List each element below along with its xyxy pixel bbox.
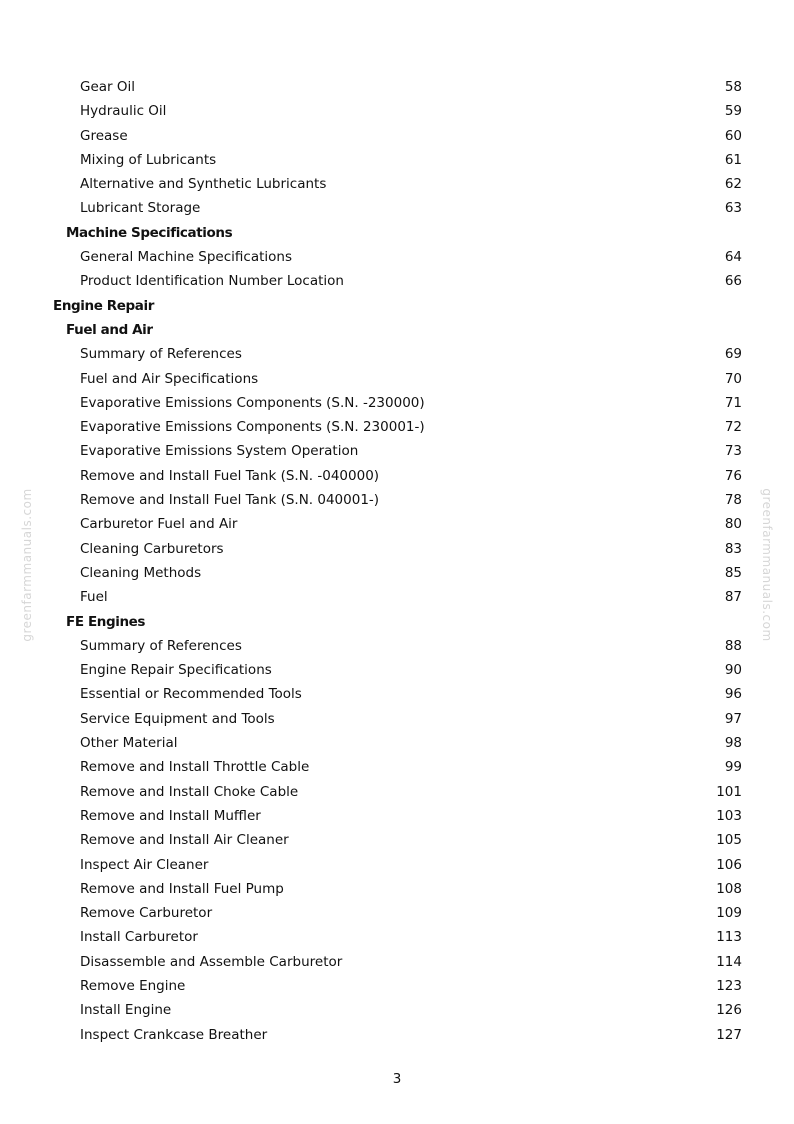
- toc-entry[interactable]: [0, 391, 794, 415]
- toc-entry-page-number: 114: [716, 953, 742, 970]
- toc-entry-page-number: 63: [724, 200, 742, 217]
- toc-entry-page-number: 127: [716, 1026, 742, 1043]
- toc-entry[interactable]: [0, 512, 794, 536]
- toc-entry-page-number: 126: [716, 1002, 742, 1019]
- toc-entry[interactable]: [0, 901, 794, 925]
- toc-entry-title: Remove and Install Fuel Tank (S.N. 040001-): [80, 492, 380, 509]
- toc-entry-title: Product Identification Number Location: [80, 273, 344, 290]
- toc-entry[interactable]: [0, 925, 794, 949]
- toc-entry-page-number: 109: [716, 905, 742, 922]
- toc-entry[interactable]: [0, 439, 794, 463]
- toc-entry[interactable]: [0, 1023, 794, 1047]
- toc-entry-title: Engine Repair: [53, 297, 155, 314]
- toc-entry[interactable]: [0, 342, 794, 366]
- toc-entry[interactable]: [0, 658, 794, 682]
- toc-entry-page-number: 60: [724, 127, 742, 144]
- toc-entry-title: Other Material: [80, 735, 178, 752]
- toc-entry-page-number: 98: [724, 735, 742, 752]
- toc-entry[interactable]: [0, 998, 794, 1022]
- toc-section-heading[interactable]: [0, 610, 794, 634]
- toc-entry-page-number: 58: [724, 79, 742, 95]
- toc-entry[interactable]: [0, 950, 794, 974]
- toc-entry-title: Service Equipment and Tools: [80, 710, 275, 727]
- toc-entry-title: Inspect Crankcase Breather: [80, 1026, 268, 1043]
- toc-entry-page-number: 106: [716, 856, 742, 873]
- toc-entry-title: Remove Carburetor: [80, 905, 213, 922]
- toc-entry-title: Engine Repair Specifications: [80, 662, 272, 679]
- toc-entry-title: Inspect Air Cleaner: [80, 856, 209, 873]
- toc-entry[interactable]: [0, 269, 794, 293]
- toc-entry[interactable]: [0, 731, 794, 755]
- toc-entry[interactable]: [0, 99, 794, 123]
- toc-entry[interactable]: [0, 196, 794, 220]
- toc-entry-title: Machine Specifications: [66, 224, 233, 241]
- toc-entry-title: Remove and Install Air Cleaner: [80, 832, 289, 849]
- toc-entry[interactable]: [0, 682, 794, 706]
- toc-entry[interactable]: [0, 634, 794, 658]
- toc-entry[interactable]: [0, 464, 794, 488]
- toc-entry[interactable]: [0, 877, 794, 901]
- toc-entry-title: Remove and Install Fuel Tank (S.N. -040000): [80, 467, 380, 484]
- toc-entry[interactable]: [0, 828, 794, 852]
- toc-entry-page-number: 66: [724, 273, 742, 290]
- toc-entry[interactable]: [0, 415, 794, 439]
- toc-entry[interactable]: [0, 853, 794, 877]
- toc-entry-page-number: 59: [724, 103, 742, 120]
- toc-entry-title: Remove and Install Muffler: [80, 807, 261, 824]
- toc-entry-title: Remove and Install Throttle Cable: [80, 759, 310, 776]
- toc-entry-page-number: 70: [724, 370, 742, 387]
- toc-entry-page-number: 76: [724, 467, 742, 484]
- toc-section-heading[interactable]: [0, 318, 794, 342]
- toc-entry-title: Grease: [80, 127, 128, 144]
- toc-entry-title: Cleaning Carburetors: [80, 540, 224, 557]
- toc-entry-title: Remove Engine: [80, 977, 186, 994]
- toc-entry-page-number: 113: [716, 929, 742, 946]
- toc-entry-title: Fuel and Air Specifications: [80, 370, 259, 387]
- toc-entry-page-number: 123: [716, 977, 742, 994]
- toc-entry-page-number: 62: [724, 176, 742, 193]
- toc-entry-title: Alternative and Synthetic Lubricants: [80, 176, 327, 193]
- toc-entry-title: Evaporative Emissions Components (S.N. -230000): [80, 394, 425, 411]
- toc-entry-page-number: 61: [724, 151, 742, 168]
- table-of-contents: [0, 75, 794, 1047]
- toc-entry-page-number: 73: [724, 443, 742, 460]
- toc-entry-title: Install Carburetor: [80, 929, 198, 946]
- toc-entry-title: Gear Oil: [80, 79, 136, 95]
- toc-entry-title: Mixing of Lubricants: [80, 151, 217, 168]
- toc-entry[interactable]: [0, 974, 794, 998]
- toc-entry-title: Fuel: [80, 589, 108, 606]
- toc-entry-title: FE Engines: [66, 613, 146, 630]
- toc-section-heading[interactable]: [0, 221, 794, 245]
- toc-entry-title: Evaporative Emissions Components (S.N. 230001-): [80, 419, 425, 436]
- toc-entry[interactable]: [0, 75, 794, 99]
- toc-entry-page-number: 96: [724, 686, 742, 703]
- toc-entry-page-number: 103: [716, 807, 742, 824]
- toc-entry[interactable]: [0, 585, 794, 609]
- toc-entry-page-number: 99: [724, 759, 742, 776]
- toc-entry-page-number: 88: [724, 637, 742, 654]
- toc-entry-page-number: 71: [724, 394, 742, 411]
- toc-entry-title: Hydraulic Oil: [80, 103, 167, 120]
- toc-entry-page-number: 69: [724, 346, 742, 363]
- toc-entry[interactable]: [0, 755, 794, 779]
- toc-entry[interactable]: [0, 804, 794, 828]
- toc-entry[interactable]: [0, 367, 794, 391]
- toc-entry-page-number: 64: [724, 249, 742, 266]
- toc-entry-title: Evaporative Emissions System Operation: [80, 443, 359, 460]
- toc-entry-page-number: 72: [724, 419, 742, 436]
- toc-entry-title: Disassemble and Assemble Carburetor: [80, 953, 343, 970]
- toc-entry[interactable]: [0, 488, 794, 512]
- toc-entry[interactable]: [0, 561, 794, 585]
- toc-entry[interactable]: [0, 245, 794, 269]
- toc-entry-page-number: 80: [724, 516, 742, 533]
- toc-entry-title: Remove and Install Choke Cable: [80, 783, 299, 800]
- toc-entry-page-number: 78: [724, 492, 742, 509]
- toc-entry-title: Carburetor Fuel and Air: [80, 516, 238, 533]
- toc-section-heading[interactable]: [0, 294, 794, 318]
- toc-entry-page-number: 85: [724, 564, 742, 581]
- toc-entry-title: Fuel and Air: [66, 321, 153, 338]
- toc-entry-page-number: 97: [724, 710, 742, 727]
- toc-entry-page-number: 105: [716, 832, 742, 849]
- toc-entry-title: Remove and Install Fuel Pump: [80, 880, 284, 897]
- toc-entry-page-number: 90: [724, 662, 742, 679]
- toc-entry-page-number: 108: [716, 880, 742, 897]
- toc-entry-title: Lubricant Storage: [80, 200, 201, 217]
- toc-entry-title: Summary of References: [80, 346, 242, 363]
- toc-entry[interactable]: [0, 780, 794, 804]
- toc-entry-title: Summary of References: [80, 637, 242, 654]
- toc-entry[interactable]: [0, 148, 794, 172]
- watermark-left: greenfarmmanuals.com: [20, 488, 34, 642]
- toc-entry-title: Cleaning Methods: [80, 564, 202, 581]
- toc-entry[interactable]: [0, 124, 794, 148]
- watermark-right: greenfarmmanuals.com: [760, 488, 774, 642]
- toc-entry[interactable]: [0, 707, 794, 731]
- toc-entry[interactable]: [0, 537, 794, 561]
- toc-entry-page-number: 83: [724, 540, 742, 557]
- toc-entry[interactable]: [0, 172, 794, 196]
- toc-entry-page-number: 87: [724, 589, 742, 606]
- toc-entry-page-number: 101: [716, 783, 742, 800]
- toc-entry-title: General Machine Specifications: [80, 249, 293, 266]
- toc-entry-title: Install Engine: [80, 1002, 172, 1019]
- page-number: 3: [392, 1071, 402, 1087]
- toc-entry-title: Essential or Recommended Tools: [80, 686, 302, 703]
